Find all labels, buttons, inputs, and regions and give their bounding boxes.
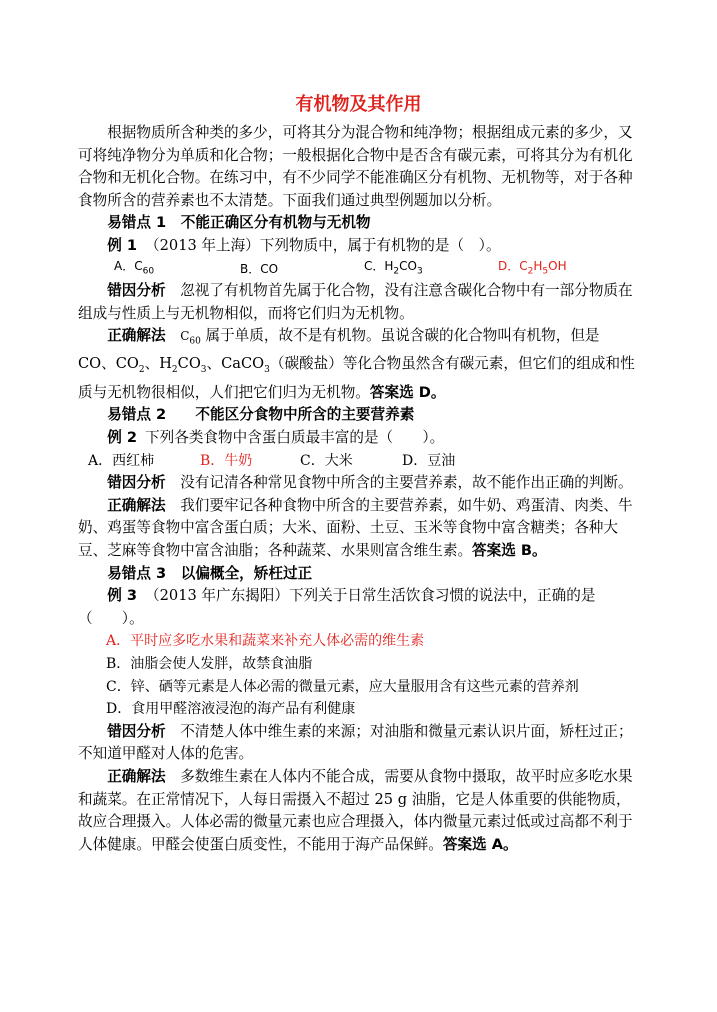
article-body: [78, 122, 640, 856]
option-1c: C．$H_2CO_3$: [364, 258, 423, 277]
section-1-heading: 易错点 1 不能正确区分有机物与无机物: [107, 214, 371, 232]
example-2-options: [78, 450, 640, 473]
section-2-error-analysis: [78, 472, 640, 495]
option-3d: D．食用甲醛溶液浸泡的海产品有利健康: [106, 701, 356, 718]
section-3-solution: [78, 766, 640, 856]
example-1-label: 例 1: [107, 236, 138, 254]
answer-3: 答案选 A。: [442, 835, 518, 853]
solution-label-2: 正确解法: [107, 496, 166, 514]
option-3a: A．平时应多吃水果和蔬菜来补充人体必需的维生素: [106, 633, 425, 650]
example-3-label: 例 3: [107, 587, 138, 605]
answer-2: 答案选 B。: [472, 541, 547, 559]
page-title: 有机物及其作用: [295, 94, 422, 115]
option-2b: B．牛奶: [200, 452, 253, 469]
error-text-1: 忽视了有机物首先属于化合物，没有注意含碳化合物中有一部分物质在组成与性质上与无机物相似，而将它们归为无机物。: [78, 282, 633, 322]
option-2a: A．西红柿: [88, 452, 155, 469]
example-1-text: （2013 年上海）下列物质中，属于有机物的是（ ）。: [145, 236, 501, 254]
example-2: [78, 427, 640, 450]
section-3-heading: 易错点 3 以偏概全，矫枉过正: [107, 564, 313, 582]
option-3b: B．油脂会使人发胖，故禁食油脂: [106, 655, 313, 672]
option-1b: B．CO: [240, 261, 279, 276]
option-2d: D．豆油: [402, 452, 456, 469]
option-2c: C．大米: [300, 452, 353, 469]
answer-1: 答案选 D。: [369, 383, 446, 401]
error-label-3: 错因分析: [107, 722, 166, 740]
option-1d: D．$C_2H_5OH$: [498, 258, 567, 277]
section-2-solution: [78, 495, 640, 563]
error-text-2: 没有记清各种常见食物中所含的主要营养素，故不能作出正确的判断。: [180, 474, 633, 492]
section-1-solution: 正确解法 $C_{60}$ 属于单质，故不是有机物。虽说含碳的化合物叫有机物，但是 CO、$CO_2$、$H_2CO_3$、CaCO$_3$（碳酸盐）等化合物虽然含有碳元素，但它们的组成和性质与无机物很相似，人们把它们归为无机物。答案选 D。: [78, 327, 635, 401]
error-text-3: 不清楚人体中维生素的来源；对油脂和微量元素认识片面，矫枉过正；不知道甲醛对人体的危害。: [78, 722, 633, 763]
intro-paragraph: 根据物质所含种类的多少，可将其分为混合物和纯净物；根据组成元素的多少，又可将纯净物分为单质和化合物；一般根据化合物中是否含有碳元素，可将其分为有机化合物和无机化合物。在练习中，有不少同学不能准确区分有机物、无机物等，对于各种食物所含的营养素也不太清楚。下面我们通过典型例题加以分析。: [78, 124, 633, 209]
example-3: [78, 585, 640, 630]
solution-text-2: 我们要牢记各种食物中所含的主要营养素，如牛奶、鸡蛋清、肉类、牛奶、鸡蛋等食物中富含蛋白质；大米、面粉、土豆、玉米等食物中富含糖类；各种大豆、芝麻等食物中富含油脂；各种蔬菜、水果则富含维生素。: [78, 496, 633, 559]
solution-label-3: 正确解法: [107, 767, 166, 785]
example-2-label: 例 2: [107, 429, 138, 447]
section-3-error-analysis: [78, 721, 640, 766]
solution-text-1a: 属于单质，故不是有机物。虽说含碳的化合物叫有机物，但是 CO、CO: [78, 327, 600, 373]
section-2-heading: 易错点 2 不能区分食物中所含的主要营养素: [107, 406, 415, 424]
solution-label-1: 正确解法: [107, 327, 166, 345]
example-3-text: （2013 年广东揭阳）下列关于日常生活饮食习惯的说法中，正确的是（ ）。: [78, 587, 596, 627]
option-1a: A．$C_{60}$: [114, 258, 155, 277]
section-1-error-analysis: [78, 280, 640, 325]
example-2-text: 下列各类食物中含蛋白质最丰富的是（ ）。: [145, 429, 445, 447]
solution-1-formulas: $C_{60}$: [180, 329, 201, 347]
example-1-options: [78, 258, 640, 281]
option-3c: C．锌、硒等元素是人体必需的微量元素，应大量服用含有这些元素的营养剂: [106, 678, 579, 695]
error-label-2: 错因分析: [107, 474, 166, 492]
error-label-1: 错因分析: [107, 282, 166, 300]
solution-text-3: 多数维生素在人体内不能合成，需要从食物中摄取，故平时应多吃水果和蔬菜。在正常情况下，人每日需摄入不超过 25 g 油脂，它是人体重要的供能物质，故应合理摄入。人体必需的微量元素也应合理摄入，体内微量元素过低或过高都不利于人体健康。甲醛会使蛋白质变性，不能用于海产品保鲜。: [78, 767, 633, 853]
